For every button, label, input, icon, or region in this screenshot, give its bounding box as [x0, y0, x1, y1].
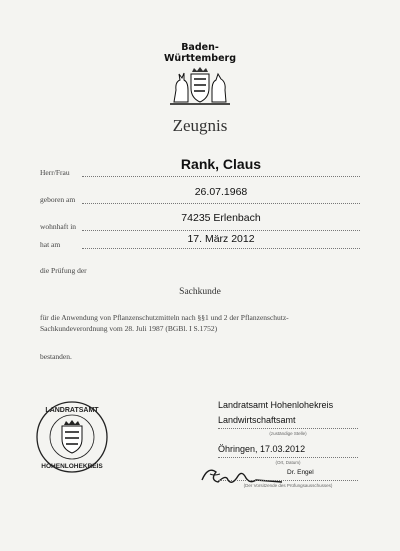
address-value: 74235 Erlenbach: [181, 212, 261, 224]
logo-line-2: Württemberg: [163, 53, 237, 64]
authority-line-2: Landwirtschaftsamt: [218, 415, 296, 425]
address-line: [82, 230, 360, 231]
date-line: [82, 248, 360, 249]
official-seal-icon: [34, 399, 110, 475]
state-logo: [160, 42, 240, 108]
birth-value: 26.07.1968: [194, 186, 248, 198]
svg-text:LANDRATSAMT: LANDRATSAMT: [45, 407, 99, 414]
coat-of-arms-icon: [166, 66, 234, 106]
body-line-2: Sachkundeverordnung vom 28. Juli 1987 (BGBl. I S.1752): [40, 324, 218, 333]
authority-line: [218, 428, 358, 429]
svg-text:HOHENLOHEKREIS: HOHENLOHEKREIS: [41, 463, 103, 470]
signature-caption: (Der Vorsitzende des Prüfungsausschusses): [243, 483, 333, 488]
signer-name: Dr. Engel: [287, 469, 314, 476]
name-label: Herr/Frau: [40, 168, 70, 177]
birth-line: [82, 203, 360, 204]
address-label: wohnhaft in: [40, 222, 77, 231]
subject: Sachkunde: [179, 287, 221, 297]
authority-caption: (zuständige Stelle): [269, 431, 307, 436]
signature-line: [218, 480, 358, 481]
passed-text: bestanden.: [40, 352, 72, 361]
date-label: hat am: [40, 240, 61, 249]
name-line: [82, 176, 360, 177]
exam-label: die Prüfung der: [40, 266, 87, 275]
place-date-line: [218, 457, 358, 458]
body-line-1: für die Anwendung von Pflanzenschutzmitteln nach §§1 und 2 der Pflanzenschutz-: [40, 313, 289, 322]
place-date-caption: (Ort, Datum): [275, 460, 301, 465]
name-value: Rank, Claus: [180, 156, 262, 172]
place-date: Öhringen, 17.03.2012: [218, 444, 306, 454]
birth-label: geboren am: [40, 195, 76, 204]
date-value: 17. März 2012: [187, 233, 255, 245]
logo-line-1: Baden-: [181, 42, 219, 53]
authority-line-1: Landratsamt Hohenlohekreis: [218, 400, 334, 410]
document-title: Zeugnis: [172, 116, 228, 135]
